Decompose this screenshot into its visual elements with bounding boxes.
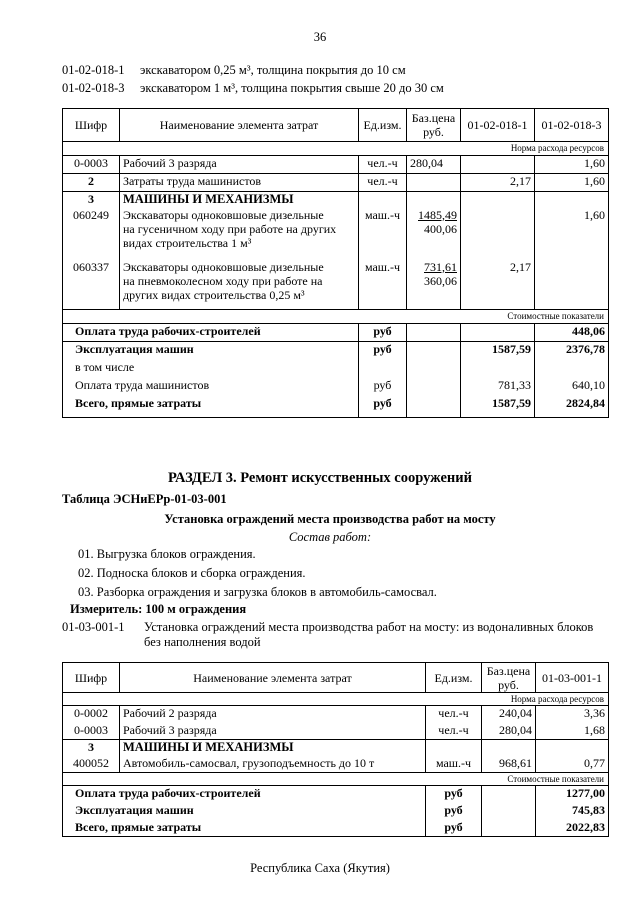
name-line: Экскаваторы одноковшовые дизельные bbox=[123, 259, 324, 274]
cost-name: Оплата труда рабочих-строителей bbox=[63, 786, 426, 803]
empty-cell bbox=[407, 360, 461, 378]
header-code: Шифр bbox=[63, 109, 120, 142]
row-name: Рабочий 2 разряда bbox=[120, 706, 426, 723]
item-code: 01-03-001-1 bbox=[62, 620, 125, 634]
cost-name: Эксплуатация машин bbox=[63, 342, 359, 360]
row-price bbox=[407, 208, 461, 260]
header-line-text: экскаватором 1 м³, толщина покрытия свыше 20 до 30 см bbox=[140, 81, 444, 95]
price-bottom: 360,06 bbox=[424, 273, 457, 288]
row-name: Рабочий 3 разряда bbox=[120, 723, 426, 740]
work-item: 03. Разборка ограждения и загрузка блоков в автомобиль-самосвал. bbox=[78, 585, 437, 599]
empty-cell bbox=[426, 740, 482, 756]
row-name bbox=[120, 208, 359, 260]
cost-row bbox=[63, 342, 609, 360]
cost-row bbox=[63, 360, 609, 378]
empty-cell bbox=[482, 803, 536, 820]
header-name: Наименование элемента затрат bbox=[120, 109, 359, 142]
cost-name: в том числе bbox=[63, 360, 359, 378]
section-title: РАЗДЕЛ 3. Ремонт искусственных сооружений bbox=[167, 470, 472, 486]
table-row bbox=[63, 723, 609, 740]
row-unit: чел.-ч bbox=[426, 723, 482, 740]
cost-row bbox=[63, 396, 609, 418]
name-line: Экскаваторы одноковшовые дизельные bbox=[123, 207, 324, 222]
cost-value-2: 640,10 bbox=[535, 378, 609, 396]
row-name: Рабочий 3 разряда bbox=[120, 156, 359, 174]
cost-name: Оплата труда машинистов bbox=[63, 378, 359, 396]
row-value-1 bbox=[461, 156, 535, 174]
cost-unit: руб bbox=[426, 786, 482, 803]
cost-value-1: 1587,59 bbox=[461, 396, 535, 418]
cost-value-1 bbox=[461, 360, 535, 378]
header-unit: Ед.изм. bbox=[426, 663, 482, 693]
table-label: Таблица ЭСНиЕРр-01-03-001 bbox=[62, 492, 227, 506]
row-price: 280,04 bbox=[407, 156, 461, 174]
row-unit: чел.-ч bbox=[359, 156, 407, 174]
cost-label: Стоимостные показатели bbox=[63, 310, 609, 324]
cost-value-1: 781,33 bbox=[461, 378, 535, 396]
cost-unit: руб bbox=[359, 396, 407, 418]
row-code: 400052 bbox=[63, 756, 120, 773]
row-price bbox=[407, 174, 461, 192]
section-code: 3 bbox=[63, 192, 120, 208]
header-price: Баз.цена руб. bbox=[482, 663, 536, 693]
cost-name: Всего, прямые затраты bbox=[63, 820, 426, 837]
cost-unit: руб bbox=[426, 820, 482, 837]
row-value-1: 2,17 bbox=[461, 174, 535, 192]
resource-table-2 bbox=[62, 662, 609, 837]
row-code: 2 bbox=[63, 174, 120, 192]
row-value-1: 2,17 bbox=[461, 260, 535, 310]
table-header-row bbox=[63, 109, 609, 142]
cost-value-1: 745,83 bbox=[536, 803, 609, 820]
header-col2: 01-02-018-3 bbox=[535, 109, 609, 142]
header-line-1 bbox=[62, 63, 406, 78]
name-line: на пневмоколесном ходу при работе на bbox=[123, 273, 323, 288]
table-row bbox=[63, 706, 609, 723]
work-composition-title: Состав работ: bbox=[288, 530, 372, 544]
price-bottom: 400,06 bbox=[424, 221, 457, 236]
table-header-row bbox=[63, 663, 609, 693]
row-value-1: 1,68 bbox=[536, 723, 609, 740]
measurement-unit: Измеритель: 100 м ограждения bbox=[70, 602, 247, 616]
row-code: 0-0003 bbox=[63, 723, 120, 740]
header-name: Наименование элемента затрат bbox=[120, 663, 426, 693]
empty-cell bbox=[407, 324, 461, 342]
cost-row bbox=[63, 378, 609, 396]
row-value-1: 3,36 bbox=[536, 706, 609, 723]
header-col1: 01-02-018-1 bbox=[461, 109, 535, 142]
cost-value-1 bbox=[461, 324, 535, 342]
page-footer: Республика Саха (Якутия) bbox=[250, 861, 390, 875]
empty-cell bbox=[482, 786, 536, 803]
table-subtitle: Установка ограждений места производства работ на мосту bbox=[164, 512, 496, 526]
item-description bbox=[62, 620, 607, 650]
resource-table-1 bbox=[62, 108, 609, 418]
empty-cell bbox=[407, 396, 461, 418]
cost-unit: руб bbox=[359, 342, 407, 360]
item-text-line-1: Установка ограждений места производства работ на мосту: из водоналивных блоков bbox=[144, 620, 594, 634]
norm-label: Норма расхода ресурсов bbox=[63, 693, 609, 706]
cost-unit: руб bbox=[359, 378, 407, 396]
norm-label: Норма расхода ресурсов bbox=[63, 142, 609, 156]
row-code: 0-0003 bbox=[63, 156, 120, 174]
machine-row bbox=[63, 260, 609, 310]
empty-cell bbox=[461, 192, 535, 208]
row-unit: маш.-ч bbox=[359, 260, 407, 310]
cost-value-2: 2376,78 bbox=[535, 342, 609, 360]
row-unit: маш.-ч bbox=[359, 208, 407, 260]
section-name: МАШИНЫ И МЕХАНИЗМЫ bbox=[120, 740, 426, 756]
empty-cell bbox=[407, 378, 461, 396]
item-text-line-2: без наполнения водой bbox=[144, 635, 261, 649]
header-price: Баз.цена руб. bbox=[407, 109, 461, 142]
row-unit: чел.-ч bbox=[359, 174, 407, 192]
row-value-2: 1,60 bbox=[535, 156, 609, 174]
row-unit: маш.-ч bbox=[426, 756, 482, 773]
cost-value-1: 1587,59 bbox=[461, 342, 535, 360]
table-row bbox=[63, 174, 609, 192]
row-price bbox=[407, 260, 461, 310]
section-name: МАШИНЫ И МЕХАНИЗМЫ bbox=[120, 192, 359, 208]
empty-cell bbox=[407, 192, 461, 208]
empty-cell bbox=[482, 820, 536, 837]
cost-row bbox=[63, 820, 609, 837]
page-number: 36 bbox=[313, 30, 327, 44]
cost-unit bbox=[359, 360, 407, 378]
cost-name: Эксплуатация машин bbox=[63, 803, 426, 820]
header-unit: Ед.изм. bbox=[359, 109, 407, 142]
row-code: 060249 bbox=[63, 208, 120, 260]
cost-value-1: 2022,83 bbox=[536, 820, 609, 837]
row-value-1: 0,77 bbox=[536, 756, 609, 773]
cost-unit: руб bbox=[359, 324, 407, 342]
row-price: 280,04 bbox=[482, 723, 536, 740]
row-price: 240,04 bbox=[482, 706, 536, 723]
cost-value-2: 2824,84 bbox=[535, 396, 609, 418]
norm-label-row bbox=[63, 693, 609, 706]
cost-row bbox=[63, 324, 609, 342]
row-value-2: 1,60 bbox=[535, 208, 609, 260]
cost-unit: руб bbox=[426, 803, 482, 820]
row-value-1 bbox=[461, 208, 535, 260]
row-name: Затраты труда машинистов bbox=[120, 174, 359, 192]
machine-row bbox=[63, 756, 609, 773]
price-top: 731,61 bbox=[424, 259, 457, 274]
header-col1: 01-03-001-1 bbox=[536, 663, 609, 693]
row-code: 060337 bbox=[63, 260, 120, 310]
cost-label-row bbox=[63, 310, 609, 324]
table-row bbox=[63, 156, 609, 174]
empty-cell bbox=[482, 740, 536, 756]
row-name bbox=[120, 260, 359, 310]
cost-name: Оплата труда рабочих-строителей bbox=[63, 324, 359, 342]
price-top: 1485,49 bbox=[418, 207, 457, 222]
section-row bbox=[63, 192, 609, 208]
work-item: 01. Выгрузка блоков ограждения. bbox=[78, 547, 256, 561]
machine-row bbox=[63, 208, 609, 260]
name-line: других видах строительства 0,25 м³ bbox=[123, 287, 305, 302]
row-value-2: 1,60 bbox=[535, 174, 609, 192]
work-item: 02. Подноска блоков и сборка ограждения. bbox=[78, 566, 306, 580]
empty-cell bbox=[359, 192, 407, 208]
section-code: 3 bbox=[63, 740, 120, 756]
empty-cell bbox=[535, 192, 609, 208]
header-line-text: экскаватором 0,25 м³, толщина покрытия до 10 см bbox=[140, 63, 406, 77]
row-value-2 bbox=[535, 260, 609, 310]
cost-label-row bbox=[63, 773, 609, 786]
empty-cell bbox=[536, 740, 609, 756]
name-line: видах строительства 1 м³ bbox=[123, 235, 252, 250]
row-unit: чел.-ч bbox=[426, 706, 482, 723]
header-line-code: 01-02-018-3 bbox=[62, 81, 125, 95]
row-code: 0-0002 bbox=[63, 706, 120, 723]
cost-value-2 bbox=[535, 360, 609, 378]
cost-value-2: 448,06 bbox=[535, 324, 609, 342]
cost-row bbox=[63, 786, 609, 803]
header-line-code: 01-02-018-1 bbox=[62, 63, 125, 77]
section-row bbox=[63, 740, 609, 756]
header-line-2 bbox=[62, 81, 444, 96]
cost-value-1: 1277,00 bbox=[536, 786, 609, 803]
cost-label: Стоимостные показатели bbox=[63, 773, 609, 786]
row-name: Автомобиль-самосвал, грузоподъемность до 10 т bbox=[120, 756, 426, 773]
row-price: 968,61 bbox=[482, 756, 536, 773]
cost-name: Всего, прямые затраты bbox=[63, 396, 359, 418]
empty-cell bbox=[407, 342, 461, 360]
name-line: на гусеничном ходу при работе на других bbox=[123, 221, 337, 236]
cost-row bbox=[63, 803, 609, 820]
header-code: Шифр bbox=[63, 663, 120, 693]
norm-label-row bbox=[63, 142, 609, 156]
